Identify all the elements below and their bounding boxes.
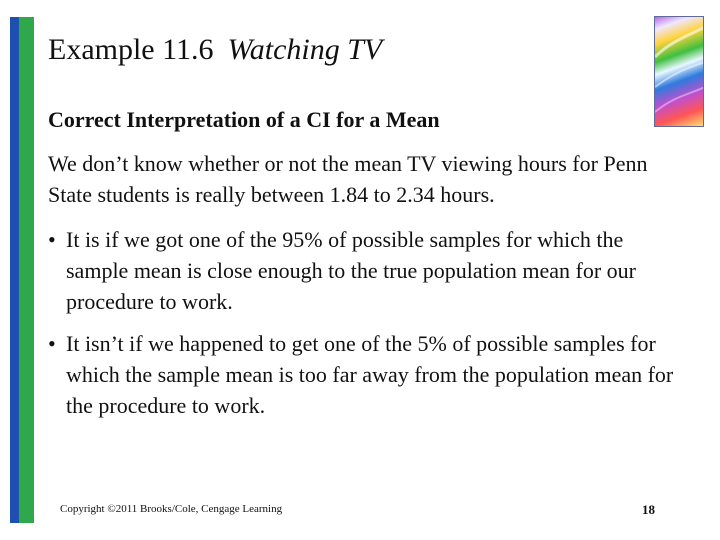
title-main: Example 11.6 [48,33,214,66]
title-subtitle: Watching TV [227,33,383,66]
page-number: 18 [642,502,655,517]
bullet-marker: • [48,227,56,252]
bullet-marker: • [48,331,56,356]
decorative-abstract-image [654,16,704,127]
bullet-text: It is if we got one of the 95% of possible samples for which the sample mean is close enough to the true population mean for our procedure to work. [66,227,637,314]
bullet-item [48,328,688,421]
decorative-side-bar [10,17,34,523]
bullet-item [48,224,688,317]
bullet-text: It isn’t if we happened to get one of the 5% of possible samples for which the sample mean is too far away from the population mean for the procedure to work. [66,331,674,418]
intro-paragraph: We don’t know whether or not the mean TV viewing hours for Penn State students is really between 1.84 to 2.34 hours. [48,151,648,207]
slide-title [48,30,382,70]
copyright-footer: Copyright ©2011 Brooks/Cole, Cengage Learning [60,503,283,515]
section-heading: Correct Interpretation of a CI for a Mean [48,107,440,132]
